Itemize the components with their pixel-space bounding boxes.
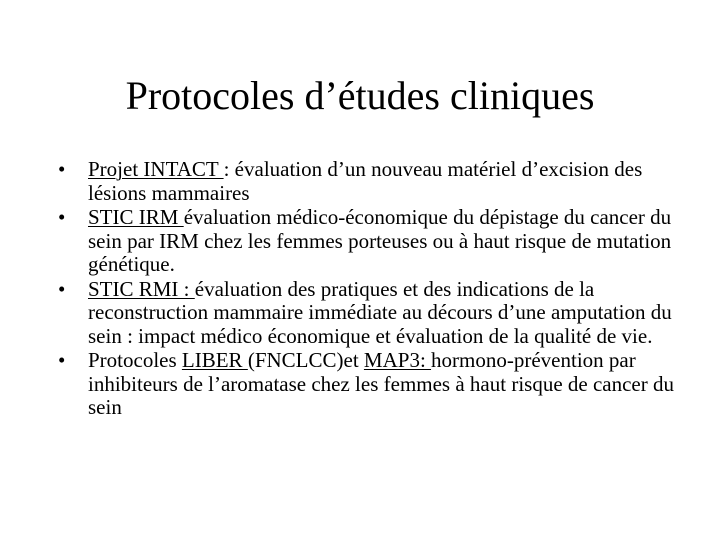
list-item-protocoles <box>58 349 678 420</box>
bullet-list <box>58 158 678 421</box>
link-stic-irm[interactable]: STIC IRM <box>88 205 184 229</box>
item-text: : évaluation d’un nouveau matériel d’excision des lésions mammaires <box>88 157 643 205</box>
bullet-icon: • <box>58 157 66 181</box>
link-liber[interactable]: LIBER <box>181 348 248 372</box>
bullet-icon: • <box>58 348 66 372</box>
link-projet-intact[interactable]: Projet INTACT <box>88 157 224 181</box>
slide-title: Protocoles d’études cliniques <box>125 73 595 118</box>
list-item-intact <box>58 158 678 205</box>
item-middle: (FNCLCC)et <box>247 348 364 372</box>
item-text: évaluation médico-économique du dépistage du cancer du sein par IRM chez les femmes porteuses ou à haut risque de mutation génétique. <box>88 205 672 276</box>
bullet-icon: • <box>58 205 66 229</box>
link-stic-rmi[interactable]: STIC RMI : <box>88 276 195 301</box>
item-text: hormono-prévention par inhibiteurs de l’aromatase chez les femmes à haut risque de cancer du sein <box>88 348 675 419</box>
item-prefix: Protocoles <box>88 348 182 372</box>
list-item-stic-irm <box>58 206 678 277</box>
list-item-stic-rmi <box>58 278 678 349</box>
link-map3[interactable]: MAP3: <box>363 348 432 372</box>
bullet-icon: • <box>58 276 66 301</box>
item-text: évaluation des pratiques et des indications de la reconstruction mammaire immédiate au décours d’une amputation du sein : impact médico économique et évaluation de la qualité de vie. <box>88 276 672 348</box>
